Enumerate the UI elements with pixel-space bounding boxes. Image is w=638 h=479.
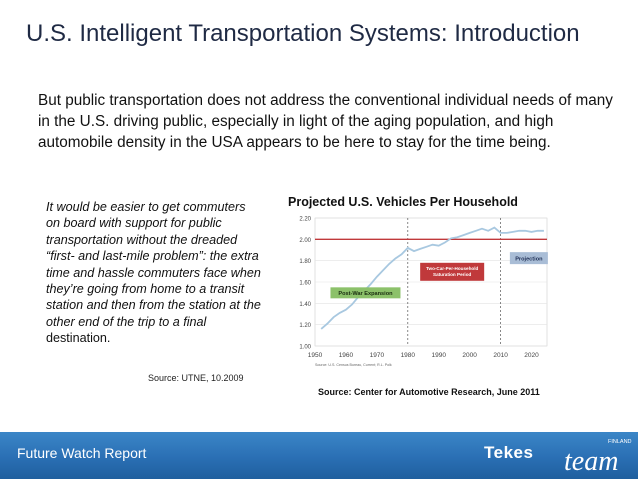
y-tick-label: 1.00 xyxy=(299,344,311,351)
y-tick-label: 1.80 xyxy=(299,259,311,266)
chart-note: Source: U.S. Census Bureau, Current; R.L. Polk xyxy=(315,363,392,367)
chart-container xyxy=(285,212,555,377)
x-tick-label: 2010 xyxy=(493,352,508,359)
tekes-logo: Tekes xyxy=(484,443,534,462)
y-tick-label: 2.20 xyxy=(299,216,311,223)
quote-source: Source: UTNE, 10.2009 xyxy=(148,373,244,383)
slide-title: U.S. Intelligent Transportation Systems: Introduction xyxy=(26,20,580,47)
footer-bar xyxy=(0,432,638,479)
x-tick-label: 1980 xyxy=(400,352,416,359)
x-tick-label: 2020 xyxy=(524,352,539,359)
annotation-label: Post-War Expansion xyxy=(338,291,393,298)
chart-source: Source: Center for Automotive Research, June 2011 xyxy=(318,387,540,397)
vehicles-chart xyxy=(285,212,555,377)
y-tick-label: 1.20 xyxy=(299,323,311,330)
svg-text:FINLAND: FINLAND xyxy=(608,439,632,445)
intro-paragraph: But public transportation does not address the conventional individual needs of many in the U.S. driving public, especially in light of the aging population, and high automobile density in the USA appears to be here to stay for the time being. xyxy=(38,92,613,151)
annotation-label: Projection xyxy=(515,256,543,263)
quote-block xyxy=(46,199,261,347)
x-tick-label: 1990 xyxy=(431,352,446,359)
team-finland-logo xyxy=(562,434,632,478)
y-tick-label: 1.40 xyxy=(299,301,311,308)
x-tick-label: 1970 xyxy=(369,352,385,359)
quote-italic-text: It would be easier to get commuters on board with support for public transportation without the dreaded “first- and last-mile problem”: the extra time and hassle commuters face when they’re going from home to a transit station and then from the station at the other end of the trip to a final xyxy=(46,200,261,329)
y-tick-label: 1.60 xyxy=(299,280,311,287)
footer-report-title: Future Watch Report xyxy=(17,445,147,461)
y-tick-label: 2.00 xyxy=(299,237,311,244)
svg-text:team: team xyxy=(564,446,619,477)
annotation-label: Two-Car-Per-Household Saturation Period xyxy=(426,265,479,277)
quote-tail-text: destination. xyxy=(46,331,111,346)
x-tick-label: 1950 xyxy=(307,352,323,359)
x-tick-label: 2000 xyxy=(462,352,477,359)
x-tick-label: 1960 xyxy=(338,352,354,359)
chart-title: Projected U.S. Vehicles Per Household xyxy=(288,195,518,209)
